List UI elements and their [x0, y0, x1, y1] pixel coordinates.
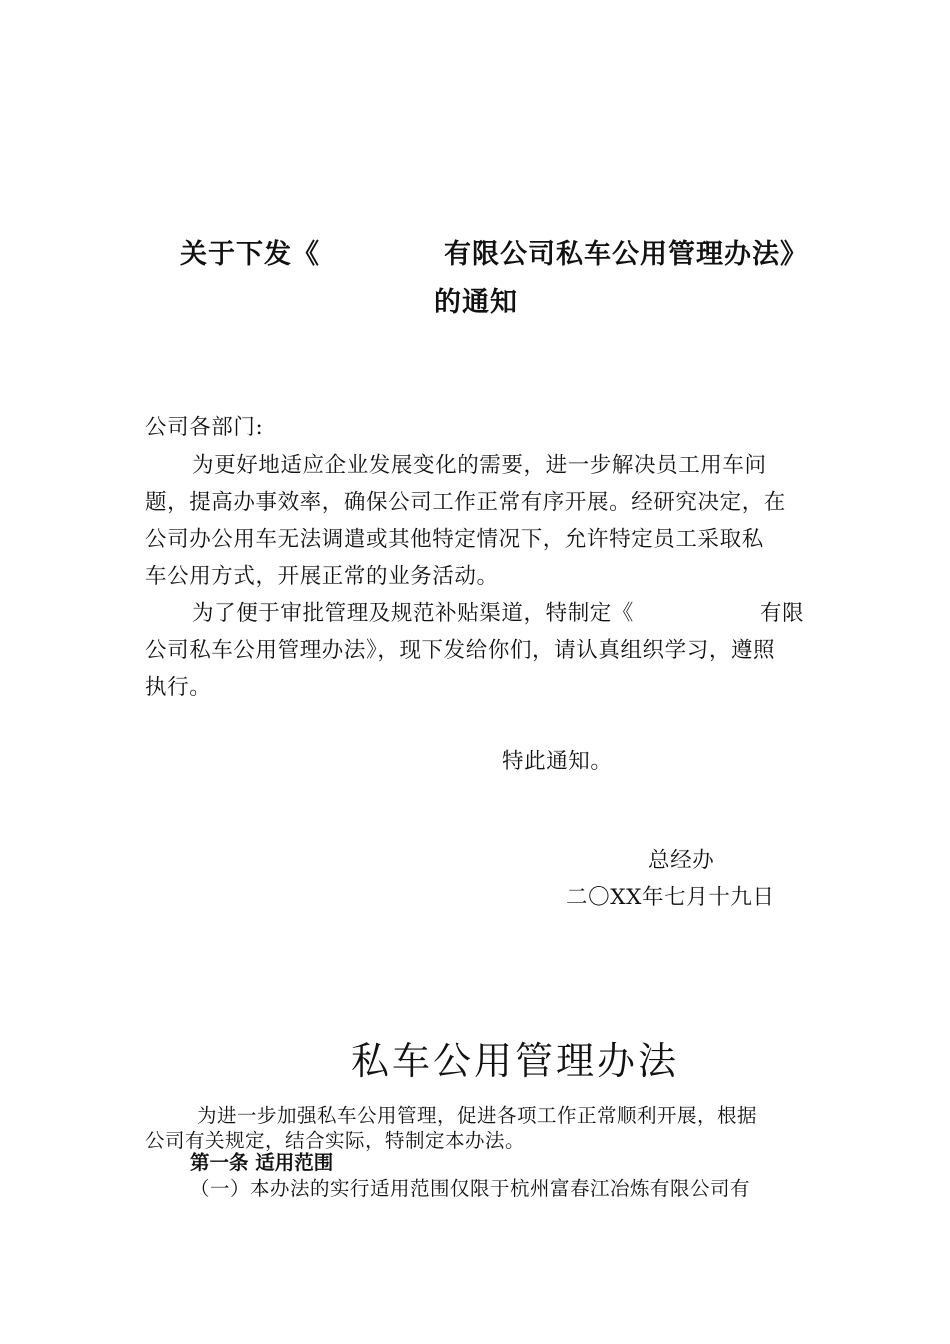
issue-date: 二〇XX年七月十九日	[566, 885, 775, 910]
notice-title-line2: 的通知	[434, 287, 518, 318]
closing-text: 特此通知。	[502, 749, 613, 774]
rules-intro-line: 公司有关规定，结合实际，特制定本办法。	[145, 1129, 526, 1152]
para1-line: 公司办公用车无法调遣或其他特定情况下，允许特定员工采取私	[145, 527, 764, 552]
para1-line: 为更好地适应企业发展变化的需要，进一步解决员工用车问	[192, 453, 767, 478]
article1-heading: 第一条 适用范围	[190, 1151, 334, 1174]
notice-title-right: 有限公司私车公用管理办法》	[444, 239, 808, 270]
para2-line1-left: 为了便于审批管理及规范补贴渠道，特制定《	[192, 601, 635, 626]
notice-title-left: 关于下发《	[180, 239, 320, 270]
rules-intro-line: 为进一步加强私车公用管理，促进各项工作正常顺利开展，根据	[197, 1104, 758, 1127]
para1-line: 题，提高办事效率，确保公司工作正常有序开展。经研究决定，在	[145, 490, 786, 515]
para2-line1-right: 有限	[760, 601, 805, 626]
article1-item1: （一）本办法的实行适用范围仅限于杭州富春江冶炼有限公司有	[190, 1177, 751, 1200]
signer: 总经办	[648, 848, 715, 873]
para2-line: 公司私车公用管理办法》，现下发给你们，请认真组织学习，遵照	[145, 638, 776, 663]
para1-line: 车公用方式，开展正常的业务活动。	[145, 564, 499, 589]
rules-title: 私车公用管理办法	[351, 1039, 680, 1083]
para2-line: 执行。	[145, 675, 212, 700]
salutation: 公司各部门:	[145, 415, 264, 440]
